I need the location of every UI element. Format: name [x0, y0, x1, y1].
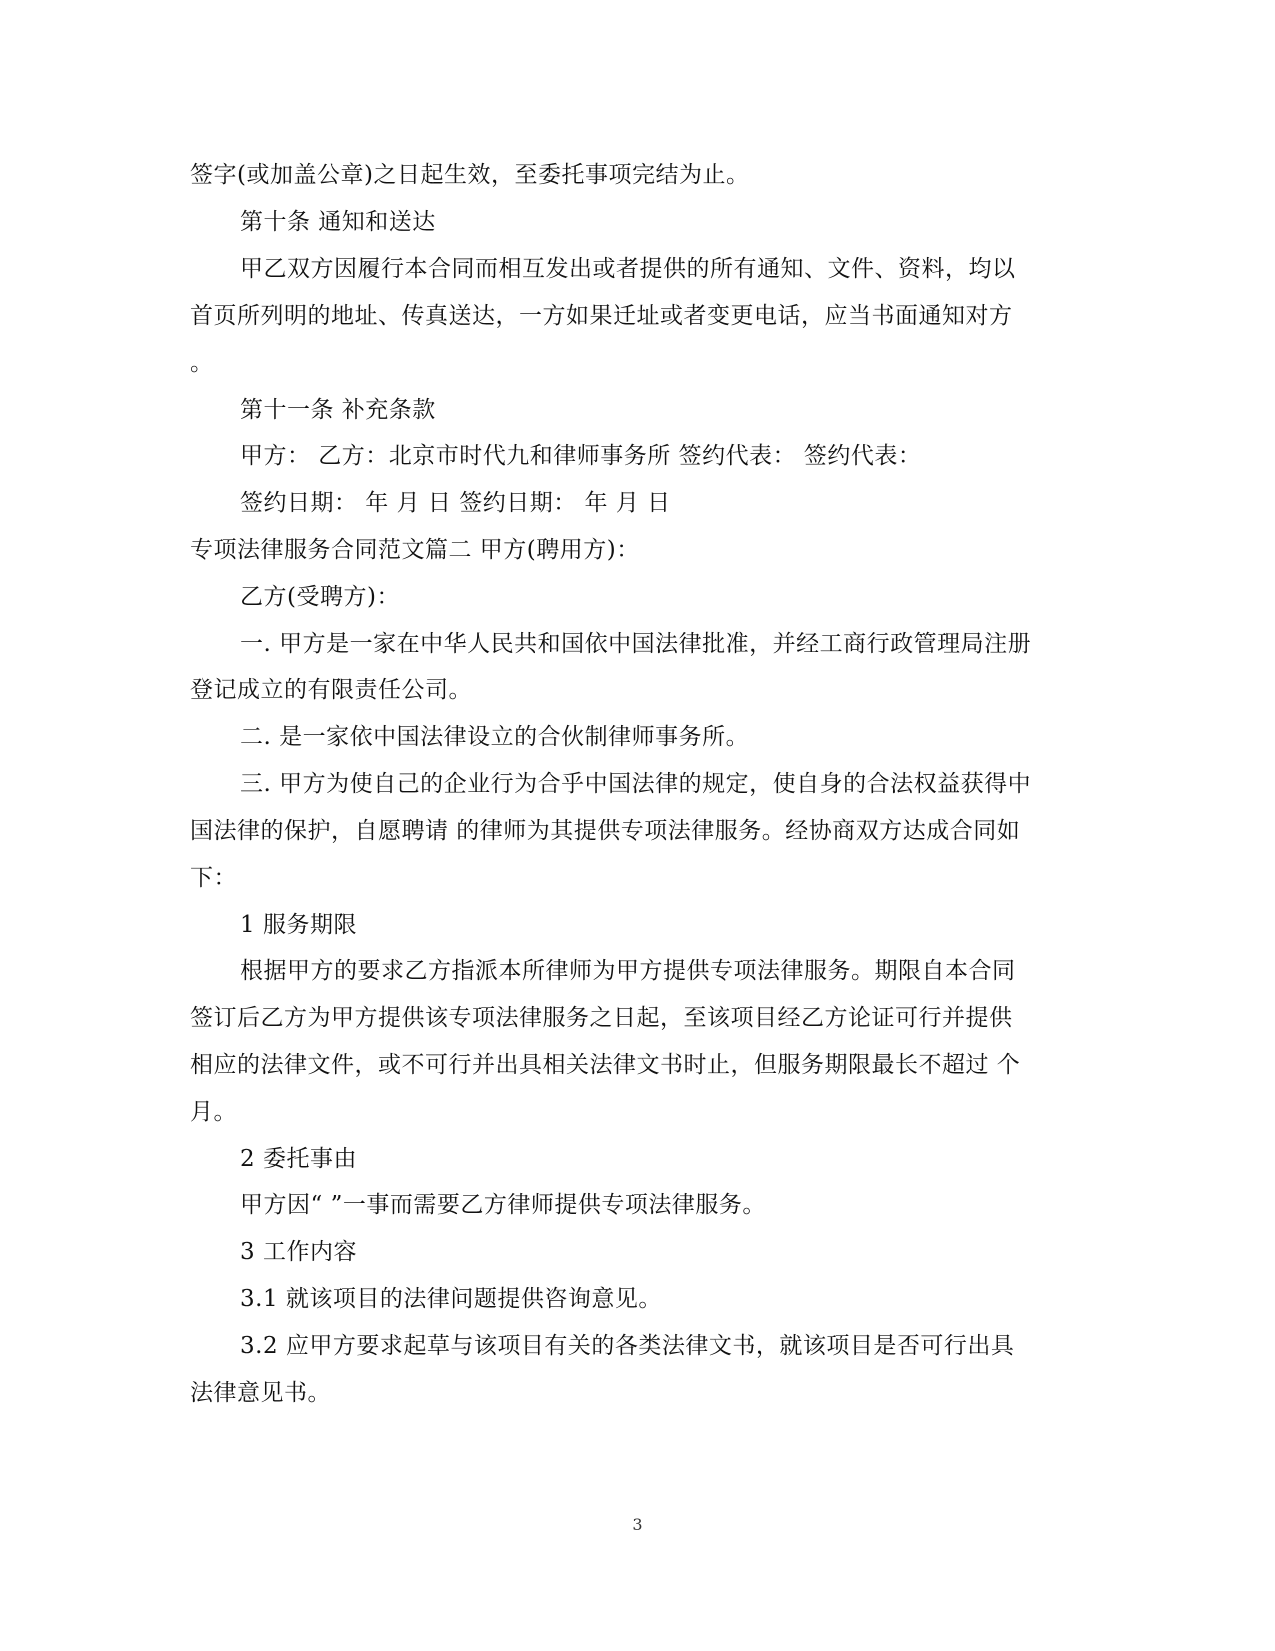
section-heading: 3 工作内容: [240, 1239, 357, 1265]
text-line: 月。: [190, 1099, 237, 1125]
section-heading: 2 委托事由: [240, 1146, 357, 1172]
contract-title-line: 专项法律服务合同范文篇二 甲方(聘用方)：: [190, 537, 640, 563]
text-line: 甲方因“ ”一事而需要乙方律师提供专项法律服务。: [240, 1192, 766, 1218]
section-heading: 第十条 通知和送达: [240, 209, 436, 235]
text-line: 一. 甲方是一家在中华人民共和国依中国法律批准，并经工商行政管理局注册: [240, 631, 1032, 657]
text-line: 相应的法律文件，或不可行并出具相关法律文书时止，但服务期限最长不超过 个: [190, 1052, 1021, 1078]
section-heading: 1 服务期限: [240, 912, 357, 938]
text-line: 3.1 就该项目的法律问题提供咨询意见。: [240, 1286, 662, 1312]
text-line: 三. 甲方为使自己的企业行为合乎中国法律的规定，使自身的合法权益获得中: [240, 771, 1032, 797]
signature-date-line: 签约日期： 年 月 日 签约日期： 年 月 日: [240, 490, 671, 516]
text-line: 法律意见书。: [190, 1380, 331, 1406]
text-line: 。: [190, 350, 214, 376]
text-line: 国法律的保护，自愿聘请 的律师为其提供专项法律服务。经协商双方达成合同如: [190, 818, 1021, 844]
text-line: 二. 是一家依中国法律设立的合伙制律师事务所。: [240, 724, 750, 750]
text-line: 下：: [190, 865, 237, 891]
text-line: 根据甲方的要求乙方指派本所律师为甲方提供专项法律服务。期限自本合同: [240, 958, 1016, 984]
section-heading: 第十一条 补充条款: [240, 397, 436, 423]
text-line: 甲乙双方因履行本合同而相互发出或者提供的所有通知、文件、资料，均以: [240, 256, 1016, 282]
text-line: 3.2 应甲方要求起草与该项目有关的各类法律文书，就该项目是否可行出具: [240, 1333, 1015, 1359]
text-line: 登记成立的有限责任公司。: [190, 677, 472, 703]
text-line: 首页所列明的地址、传真送达，一方如果迁址或者变更电话，应当书面通知对方: [190, 303, 1013, 329]
text-line: 签字(或加盖公章)之日起生效，至委托事项完结为止。: [190, 162, 750, 188]
text-line: 签订后乙方为甲方提供该专项法律服务之日起，至该项目经乙方论证可行并提供: [190, 1005, 1013, 1031]
text-line: 乙方(受聘方)：: [240, 584, 400, 610]
signature-line: 甲方： 乙方：北京市时代九和律师事务所 签约代表： 签约代表：: [240, 443, 922, 469]
page-number: 3: [632, 1515, 643, 1534]
